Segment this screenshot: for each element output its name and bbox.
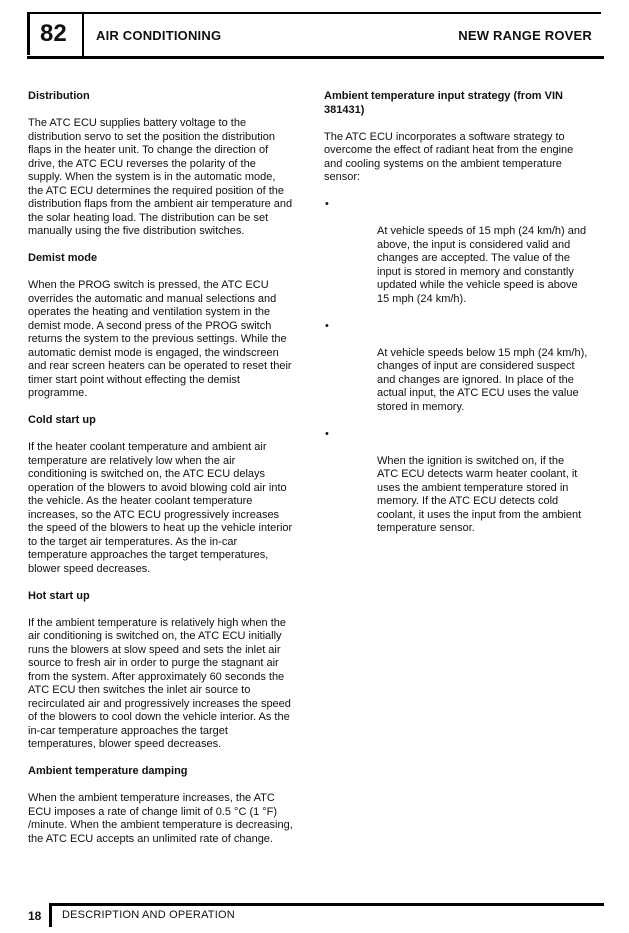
- bullet-item: [324, 428, 594, 536]
- section-heading-demist-mode: Demist mode: [28, 252, 98, 264]
- section-body-ambient-damping: When the ambient temperature increases, the ATC ECU imposes a rate of change limit of 0.5 °C (1 °F) /minute. When the ambient temperature is decreasing, the ATC ECU accepts an unlimited rate of change.: [28, 792, 293, 845]
- footer-section-title: DESCRIPTION AND OPERATION: [62, 909, 235, 921]
- section-heading-cold-start: Cold start up: [28, 414, 96, 426]
- chapter-number: 82: [40, 20, 67, 47]
- bullet-text: At vehicle speeds below 15 mph (24 km/h), changes of input are considered suspect and changes are ignored. In place of the actual input, the ATC ECU uses the value stored in memory.: [377, 346, 588, 413]
- section-intro-ambient-strategy: The ATC ECU incorporates a software strategy to overcome the effect of radiant heat from the engine and cooling systems on the ambient temperature sensor:: [324, 130, 574, 183]
- section-body-distribution: The ATC ECU supplies battery voltage to the distribution servo to set the position the distribution flaps in the heater unit. To change the direction of drive, the ATC ECU reverses the polarity of the supply. When the system is in the automatic mode, the ATC ECU determines the required position of the distribution flaps from the ambient air temperature and the solar heating load. The distribution can be set manually using the five distribution switches.: [28, 117, 293, 237]
- section-body-cold-start: If the heater coolant temperature and ambient air temperature are relatively low when the air conditioning is switched on, the ATC ECU delays operation of the blowers to avoid blowing cold air into the vehicle. As the heater coolant temperature increases, so the ATC ECU progressively increases the speed of the blowers to heat up the vehicle interior to the target air temperatures. As the in-car temperature approaches the target temperatures, blower speed decreases.: [28, 441, 293, 575]
- left-column: [28, 90, 300, 846]
- bullet-item: [324, 198, 594, 306]
- page-number: 18: [28, 909, 42, 923]
- section-heading-ambient-damping: Ambient temperature damping: [28, 765, 188, 777]
- bullet-symbol: •: [325, 427, 329, 440]
- bullet-text: When the ignition is switched on, if the ATC ECU detects warm heater coolant, it uses the ambient temperature stored in memory. If the ATC ECU detects cold coolant, it uses the input from the ambient temperature sensor.: [377, 454, 582, 534]
- bullet-item: [324, 320, 594, 415]
- section-body-hot-start: If the ambient temperature is relatively high when the air conditioning is switched on, the ATC ECU initially runs the blowers at slow speed and sets the inlet air source to fresh air in order to purge the stagnant air from the system. After approximately 60 seconds the ATC ECU then switches the inlet air source to recirculated air and progressively increases the speed of the blowers to cool down the vehicle interior. As the in-car temperature approaches the target temperatures, blower speed decreases.: [28, 616, 291, 750]
- section-heading-ambient-strategy: Ambient temperature input strategy (from VIN 381431): [324, 90, 563, 116]
- right-column: [324, 90, 594, 536]
- header-rule: [27, 56, 604, 59]
- bullet-symbol: •: [325, 198, 329, 210]
- model-name: NEW RANGE ROVER: [458, 28, 592, 43]
- bullet-text: At vehicle speeds of 15 mph (24 km/h) and above, the input is considered valid and changes are accepted. The value of the input is stored in memory and constantly updated while the vehicle speed is above 15 mph (24 km/h).: [377, 225, 587, 305]
- section-heading-distribution: Distribution: [28, 90, 90, 102]
- footer-rule: [49, 903, 604, 906]
- header-divider: [82, 14, 84, 57]
- footer-divider: [49, 904, 52, 927]
- chapter-title: AIR CONDITIONING: [96, 28, 222, 43]
- section-heading-hot-start: Hot start up: [28, 589, 90, 602]
- section-body-demist-mode: When the PROG switch is pressed, the ATC ECU overrides the automatic and manual selections and operates the heating and ventilation system in the demist mode. A second press of the PROG switch returns the system to the previous settings. While the automatic demist mode is engaged, the windscreen and rear screen heaters can be operated to reset their timer start point without effecting the demist programme.: [28, 279, 292, 399]
- bullet-symbol: •: [325, 319, 329, 332]
